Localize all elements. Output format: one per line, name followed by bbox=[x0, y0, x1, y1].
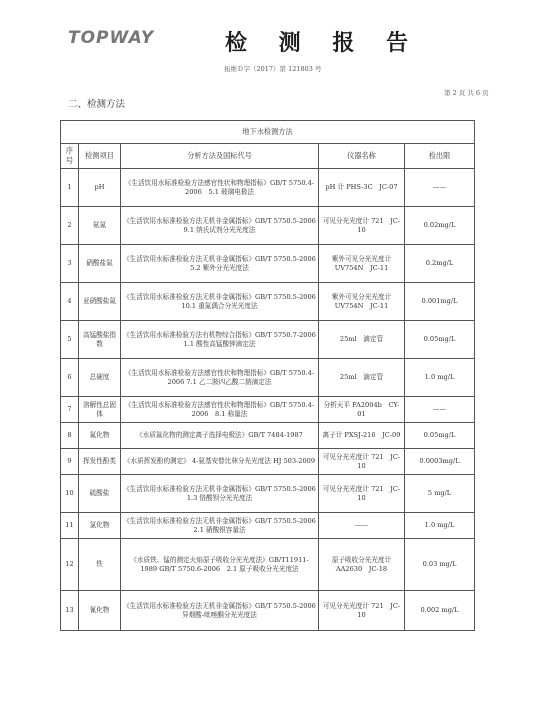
row-number: 9 bbox=[61, 449, 79, 475]
table-row bbox=[61, 245, 475, 283]
method-cell: 《水质氟化物的测定离子选择电极法》GB/T 7484-1987 bbox=[121, 423, 319, 449]
table-row bbox=[61, 591, 475, 631]
table-row bbox=[61, 283, 475, 321]
row-number: 8 bbox=[61, 423, 79, 449]
column-header: 仪器名称 bbox=[319, 144, 405, 169]
instrument-cell: pH 计 PHS-3C JC-07 bbox=[319, 169, 405, 207]
detection-limit: 1.0 mg/L bbox=[405, 513, 475, 539]
detection-limit: 0.05mg/L bbox=[405, 423, 475, 449]
detection-limit: —— bbox=[405, 169, 475, 207]
instrument-cell: 可见分光光度计 721 JC-10 bbox=[319, 591, 405, 631]
instrument-cell: 25ml 滴定管 bbox=[319, 321, 405, 359]
row-number: 1 bbox=[61, 169, 79, 207]
method-cell: 《水质挥发酚的测定》 4-氨基安替比林分光光度法 HJ 503-2009 bbox=[121, 449, 319, 475]
table-row bbox=[61, 513, 475, 539]
table-title: 地下水检测方法 bbox=[61, 121, 475, 144]
column-header: 序号 bbox=[61, 144, 79, 169]
table-header-row bbox=[61, 144, 475, 169]
row-number: 5 bbox=[61, 321, 79, 359]
report-number: 拓维Ｄ字（2017）第 121803 号 bbox=[224, 65, 322, 73]
test-item: 溶解性总固体 bbox=[79, 397, 121, 423]
detection-limit: 0.02mg/L bbox=[405, 207, 475, 245]
row-number: 11 bbox=[61, 513, 79, 539]
method-cell: 《生活饮用水标准检验方法无机非金属指标》GB/T 5750.5-2006 9.1 纳氏试剂分光光度法 bbox=[121, 207, 319, 245]
detection-limit: 0.05mg/L bbox=[405, 321, 475, 359]
row-number: 6 bbox=[61, 359, 79, 397]
detection-limit: 0.002 mg/L bbox=[405, 591, 475, 631]
table-row bbox=[61, 539, 475, 591]
test-item: 总硬度 bbox=[79, 359, 121, 397]
test-item: 铁 bbox=[79, 539, 121, 591]
row-number: 13 bbox=[61, 591, 79, 631]
method-cell: 《生活饮用水标准检验方法无机非金属指标》GB/T 5750.5-2006 异烟酸-吡唑酮分光光度法 bbox=[121, 591, 319, 631]
methods-table bbox=[60, 120, 475, 631]
instrument-cell: 可见分光光度计 721 JC-10 bbox=[319, 449, 405, 475]
test-item: 氯化物 bbox=[79, 513, 121, 539]
instrument-cell: —— bbox=[319, 513, 405, 539]
instrument-cell: 紫外可见分光光度计 UV754N JC-11 bbox=[319, 245, 405, 283]
test-item: 高锰酸盐指数 bbox=[79, 321, 121, 359]
column-header: 分析方法及国标代号 bbox=[121, 144, 319, 169]
detection-limit: 1.0 mg/L bbox=[405, 359, 475, 397]
row-number: 2 bbox=[61, 207, 79, 245]
instrument-cell: 紫外可见分光光度计 UV754N JC-11 bbox=[319, 283, 405, 321]
table-row bbox=[61, 207, 475, 245]
method-cell: 《生活饮用水标准检验方法感官性状和物理指标》GB/T 5750.4-2006 5.1 玻璃电极法 bbox=[121, 169, 319, 207]
instrument-cell: 25ml 滴定管 bbox=[319, 359, 405, 397]
test-item: 亚硝酸盐氮 bbox=[79, 283, 121, 321]
instrument-cell: 原子吸收分光光度计 AA2630 JC-18 bbox=[319, 539, 405, 591]
method-cell: 《生活饮用水标准检验方法无机非金属指标》GB/T 5750.5-2006 1.3 铬酸钡分光光度法 bbox=[121, 475, 319, 513]
detection-limit: 0.2mg/L bbox=[405, 245, 475, 283]
test-item: 氟化物 bbox=[79, 423, 121, 449]
instrument-cell: 分析天平 FA2004b CY-01 bbox=[319, 397, 405, 423]
table-row bbox=[61, 449, 475, 475]
method-cell: 《生活饮用水标准检验方法无机非金属指标》GB/T 5750.5-2006 2.1 硝酸银容量法 bbox=[121, 513, 319, 539]
detection-limit: 0.03 mg/L bbox=[405, 539, 475, 591]
test-item: pH bbox=[79, 169, 121, 207]
method-cell: 《生活饮用水标准检验方法感官性状和物理指标》GB/T 5750.4-2006 8.1 称量法 bbox=[121, 397, 319, 423]
table-row bbox=[61, 321, 475, 359]
table-row bbox=[61, 359, 475, 397]
instrument-cell: 可见分光光度计 721 JC-10 bbox=[319, 207, 405, 245]
test-item: 氨氮 bbox=[79, 207, 121, 245]
method-cell: 《生活饮用水标准检验方法无机非金属指标》GB/T 5750.5-2006 5.2 紫外分光光度法 bbox=[121, 245, 319, 283]
test-item: 氰化物 bbox=[79, 591, 121, 631]
test-item: 硝酸盐氮 bbox=[79, 245, 121, 283]
row-number: 10 bbox=[61, 475, 79, 513]
table-row bbox=[61, 397, 475, 423]
method-cell: 《生活饮用水标准检验方法无机非金属指标》GB/T 5750.5-2006 10.1 重氮偶合分光光度法 bbox=[121, 283, 319, 321]
row-number: 3 bbox=[61, 245, 79, 283]
table-row bbox=[61, 475, 475, 513]
table-row bbox=[61, 423, 475, 449]
document-title: 检 测 报 告 bbox=[225, 30, 420, 56]
method-cell: 《生活饮用水标准检验方法有机物综合指标》GB/T 5750.7-2006 1.1 酸性高锰酸钾滴定法 bbox=[121, 321, 319, 359]
table-row bbox=[61, 169, 475, 207]
row-number: 4 bbox=[61, 283, 79, 321]
section-title: 二、检测方法 bbox=[68, 99, 126, 110]
detection-limit: 0.0003mg/L bbox=[405, 449, 475, 475]
method-cell: 《生活饮用水标准检验方法感官性状和物理指标》GB/T 5750.4-2006 7.1 乙二胺四乙酸二钠滴定法 bbox=[121, 359, 319, 397]
row-number: 7 bbox=[61, 397, 79, 423]
method-cell: 《水质铁、锰的测定火焰原子吸收分光光度法》GB/T11911-1989 GB/T 5750.6-2006 2.1 原子吸收分光光度法 bbox=[121, 539, 319, 591]
row-number: 12 bbox=[61, 539, 79, 591]
detection-limit: —— bbox=[405, 397, 475, 423]
instrument-cell: 离子计 PXSJ-216 JC-09 bbox=[319, 423, 405, 449]
detection-limit: 0.001mg/L bbox=[405, 283, 475, 321]
column-header: 检出限 bbox=[405, 144, 475, 169]
instrument-cell: 可见分光光度计 721 JC-10 bbox=[319, 475, 405, 513]
test-item: 挥发性酚类 bbox=[79, 449, 121, 475]
column-header: 检测项目 bbox=[79, 144, 121, 169]
detection-limit: 5 mg/L bbox=[405, 475, 475, 513]
company-logo: TOPWAY bbox=[68, 28, 155, 48]
table-title-row bbox=[61, 121, 475, 144]
page-number: 第 2 页 共 6 页 bbox=[444, 89, 489, 97]
test-item: 硫酸盐 bbox=[79, 475, 121, 513]
